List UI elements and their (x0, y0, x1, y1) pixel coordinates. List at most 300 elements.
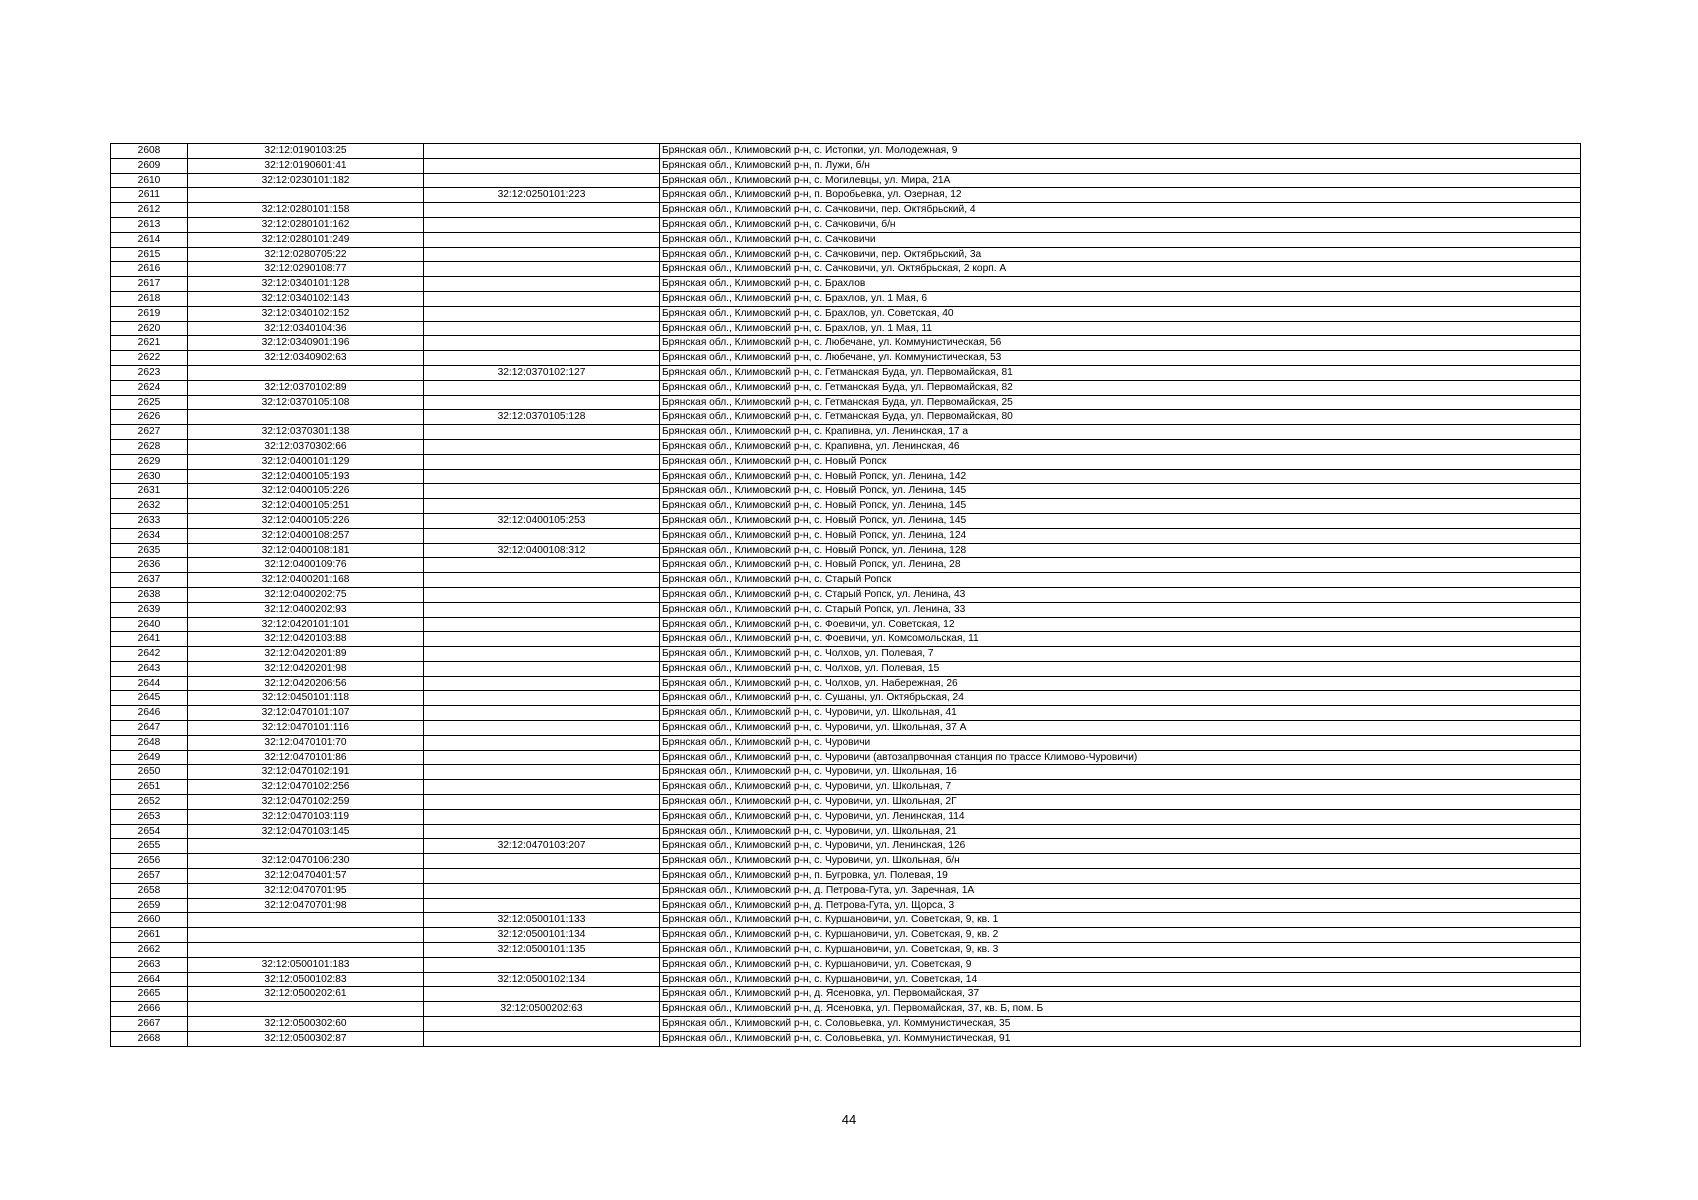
table-row (111, 499, 1581, 514)
cadastral-number-cell: 32:12:0400201:168 (188, 573, 424, 588)
cadastral-number-cell: 32:12:0500302:87 (188, 1031, 424, 1046)
address-cell: Брянская обл., Климовский р-н, с. Гетманская Буда, ул. Первомайская, 81 (660, 365, 1581, 380)
address-cell: Брянская обл., Климовский р-н, с. Старый Ропск (660, 573, 1581, 588)
row-number-cell: 2652 (111, 795, 188, 810)
cadastral-number-cell (188, 928, 424, 943)
address-cell: Брянская обл., Климовский р-н, с. Чуровичи, ул. Школьная, 21 (660, 824, 1581, 839)
table-row (111, 676, 1581, 691)
row-number-cell: 2657 (111, 869, 188, 884)
table-row (111, 217, 1581, 232)
cadastral-number-cell: 32:12:0470101:70 (188, 735, 424, 750)
address-cell: Брянская обл., Климовский р-н, с. Истопки, ул. Молодежная, 9 (660, 144, 1581, 159)
related-cadastral-number-cell (424, 484, 660, 499)
related-cadastral-number-cell (424, 957, 660, 972)
cadastral-number-cell: 32:12:0450101:118 (188, 691, 424, 706)
cadastral-number-cell: 32:12:0470102:259 (188, 795, 424, 810)
cadastral-number-cell: 32:12:0420101:101 (188, 617, 424, 632)
related-cadastral-number-cell (424, 173, 660, 188)
address-cell: Брянская обл., Климовский р-н, с. Старый Ропск, ул. Ленина, 43 (660, 587, 1581, 602)
related-cadastral-number-cell (424, 602, 660, 617)
cadastral-number-cell: 32:12:0290108:77 (188, 262, 424, 277)
cadastral-number-cell: 32:12:0400109:76 (188, 558, 424, 573)
row-number-cell: 2661 (111, 928, 188, 943)
row-number-cell: 2627 (111, 425, 188, 440)
cadastral-number-cell: 32:12:0400202:93 (188, 602, 424, 617)
address-cell: Брянская обл., Климовский р-н, с. Чолхов, ул. Полевая, 15 (660, 661, 1581, 676)
table-row (111, 513, 1581, 528)
address-cell: Брянская обл., Климовский р-н, с. Чуровичи, ул. Ленинская, 126 (660, 839, 1581, 854)
related-cadastral-number-cell: 32:12:0370105:128 (424, 410, 660, 425)
table-row (111, 824, 1581, 839)
row-number-cell: 2618 (111, 291, 188, 306)
related-cadastral-number-cell: 32:12:0500101:134 (424, 928, 660, 943)
address-cell: Брянская обл., Климовский р-н, с. Чуровичи, ул. Школьная, б/н (660, 854, 1581, 869)
address-cell: Брянская обл., Климовский р-н, д. Петрова-Гута, ул. Заречная, 1А (660, 883, 1581, 898)
cadastral-number-cell: 32:12:0340104:36 (188, 321, 424, 336)
table-row (111, 425, 1581, 440)
table-row (111, 395, 1581, 410)
related-cadastral-number-cell (424, 158, 660, 173)
related-cadastral-number-cell: 32:12:0500102:134 (424, 972, 660, 987)
cadastral-number-cell: 32:12:0470401:57 (188, 869, 424, 884)
table-row (111, 869, 1581, 884)
address-cell: Брянская обл., Климовский р-н, с. Сачковичи (660, 232, 1581, 247)
table-row (111, 913, 1581, 928)
related-cadastral-number-cell (424, 203, 660, 218)
related-cadastral-number-cell (424, 795, 660, 810)
row-number-cell: 2653 (111, 809, 188, 824)
row-number-cell: 2658 (111, 883, 188, 898)
table-row (111, 247, 1581, 262)
row-number-cell: 2637 (111, 573, 188, 588)
table-row (111, 543, 1581, 558)
cadastral-number-cell: 32:12:0500302:60 (188, 1017, 424, 1032)
table-row (111, 469, 1581, 484)
table-row (111, 1002, 1581, 1017)
related-cadastral-number-cell (424, 765, 660, 780)
table-row (111, 883, 1581, 898)
related-cadastral-number-cell: 32:12:0470103:207 (424, 839, 660, 854)
table-row (111, 306, 1581, 321)
address-cell: Брянская обл., Климовский р-н, с. Новый Ропск, ул. Ленина, 145 (660, 484, 1581, 499)
row-number-cell: 2621 (111, 336, 188, 351)
row-number-cell: 2651 (111, 780, 188, 795)
row-number-cell: 2626 (111, 410, 188, 425)
row-number-cell: 2638 (111, 587, 188, 602)
address-cell: Брянская обл., Климовский р-н, п. Воробьевка, ул. Озерная, 12 (660, 188, 1581, 203)
cadastral-number-cell: 32:12:0280705:22 (188, 247, 424, 262)
related-cadastral-number-cell (424, 454, 660, 469)
related-cadastral-number-cell (424, 247, 660, 262)
table-row (111, 706, 1581, 721)
related-cadastral-number-cell (424, 883, 660, 898)
row-number-cell: 2649 (111, 750, 188, 765)
address-cell: Брянская обл., Климовский р-н, с. Брахлов, ул. 1 Мая, 11 (660, 321, 1581, 336)
address-cell: Брянская обл., Климовский р-н, п. Лужи, б/н (660, 158, 1581, 173)
row-number-cell: 2633 (111, 513, 188, 528)
cadastral-number-cell: 32:12:0470103:145 (188, 824, 424, 839)
cadastral-number-cell: 32:12:0400108:181 (188, 543, 424, 558)
related-cadastral-number-cell (424, 277, 660, 292)
table-row (111, 928, 1581, 943)
row-number-cell: 2634 (111, 528, 188, 543)
table-row (111, 1017, 1581, 1032)
row-number-cell: 2666 (111, 1002, 188, 1017)
table-row (111, 232, 1581, 247)
cadastral-number-cell (188, 365, 424, 380)
related-cadastral-number-cell (424, 469, 660, 484)
row-number-cell: 2624 (111, 380, 188, 395)
row-number-cell: 2639 (111, 602, 188, 617)
address-cell: Брянская обл., Климовский р-н, с. Соловьевка, ул. Коммунистическая, 35 (660, 1017, 1581, 1032)
cadastral-number-cell: 32:12:0420206:56 (188, 676, 424, 691)
cadastral-number-cell: 32:12:0340901:196 (188, 336, 424, 351)
related-cadastral-number-cell (424, 869, 660, 884)
address-cell: Брянская обл., Климовский р-н, с. Брахлов (660, 277, 1581, 292)
cadastral-number-cell: 32:12:0280101:162 (188, 217, 424, 232)
row-number-cell: 2614 (111, 232, 188, 247)
address-cell: Брянская обл., Климовский р-н, с. Брахлов, ул. Советская, 40 (660, 306, 1581, 321)
address-cell: Брянская обл., Климовский р-н, с. Чуровичи, ул. Школьная, 41 (660, 706, 1581, 721)
cadastral-number-cell: 32:12:0400105:226 (188, 484, 424, 499)
row-number-cell: 2647 (111, 721, 188, 736)
table-row (111, 573, 1581, 588)
address-cell: Брянская обл., Климовский р-н, с. Крапивна, ул. Ленинская, 46 (660, 439, 1581, 454)
table-row (111, 661, 1581, 676)
related-cadastral-number-cell (424, 351, 660, 366)
row-number-cell: 2610 (111, 173, 188, 188)
address-cell: Брянская обл., Климовский р-н, с. Новый Ропск, ул. Ленина, 128 (660, 543, 1581, 558)
cadastral-registry-table (110, 143, 1581, 1047)
table-row (111, 558, 1581, 573)
address-cell: Брянская обл., Климовский р-н, д. Петрова-Гута, ул. Щорса, 3 (660, 898, 1581, 913)
cadastral-number-cell: 32:12:0500202:61 (188, 987, 424, 1002)
table-row (111, 439, 1581, 454)
row-number-cell: 2667 (111, 1017, 188, 1032)
related-cadastral-number-cell (424, 617, 660, 632)
address-cell: Брянская обл., Климовский р-н, с. Новый Ропск, ул. Ленина, 145 (660, 499, 1581, 514)
row-number-cell: 2662 (111, 943, 188, 958)
row-number-cell: 2619 (111, 306, 188, 321)
table-row (111, 410, 1581, 425)
row-number-cell: 2659 (111, 898, 188, 913)
address-cell: Брянская обл., Климовский р-н, с. Старый Ропск, ул. Ленина, 33 (660, 602, 1581, 617)
related-cadastral-number-cell (424, 232, 660, 247)
cadastral-number-cell: 32:12:0470103:119 (188, 809, 424, 824)
related-cadastral-number-cell (424, 632, 660, 647)
table-row (111, 721, 1581, 736)
table-row (111, 943, 1581, 958)
row-number-cell: 2620 (111, 321, 188, 336)
row-number-cell: 2650 (111, 765, 188, 780)
cadastral-number-cell: 32:12:0470102:191 (188, 765, 424, 780)
cadastral-number-cell: 32:12:0400105:226 (188, 513, 424, 528)
address-cell: Брянская обл., Климовский р-н, с. Новый Ропск, ул. Ленина, 124 (660, 528, 1581, 543)
cadastral-number-cell: 32:12:0340102:152 (188, 306, 424, 321)
address-cell: Брянская обл., Климовский р-н, с. Сачковичи, б/н (660, 217, 1581, 232)
cadastral-number-cell: 32:12:0340902:63 (188, 351, 424, 366)
row-number-cell: 2640 (111, 617, 188, 632)
row-number-cell: 2625 (111, 395, 188, 410)
cadastral-number-cell: 32:12:0400101:129 (188, 454, 424, 469)
table-row (111, 291, 1581, 306)
table-row (111, 454, 1581, 469)
row-number-cell: 2654 (111, 824, 188, 839)
cadastral-number-cell: 32:12:0470101:116 (188, 721, 424, 736)
address-cell: Брянская обл., Климовский р-н, с. Брахлов, ул. 1 Мая, 6 (660, 291, 1581, 306)
row-number-cell: 2645 (111, 691, 188, 706)
table-row (111, 765, 1581, 780)
table-row (111, 203, 1581, 218)
address-cell: Брянская обл., Климовский р-н, с. Куршановичи, ул. Советская, 9 (660, 957, 1581, 972)
cadastral-number-cell: 32:12:0400108:257 (188, 528, 424, 543)
cadastral-number-cell: 32:12:0420201:89 (188, 647, 424, 662)
table-row (111, 336, 1581, 351)
row-number-cell: 2641 (111, 632, 188, 647)
address-cell: Брянская обл., Климовский р-н, с. Крапивна, ул. Ленинская, 17 а (660, 425, 1581, 440)
table-row (111, 987, 1581, 1002)
cadastral-number-cell: 32:12:0190601:41 (188, 158, 424, 173)
address-cell: Брянская обл., Климовский р-н, с. Фоевичи, ул. Комсомольская, 11 (660, 632, 1581, 647)
related-cadastral-number-cell (424, 425, 660, 440)
address-cell: Брянская обл., Климовский р-н, с. Чуровичи, ул. Школьная, 37 А (660, 721, 1581, 736)
table-row (111, 632, 1581, 647)
row-number-cell: 2612 (111, 203, 188, 218)
cadastral-number-cell: 32:12:0370302:66 (188, 439, 424, 454)
cadastral-number-cell: 32:12:0470101:107 (188, 706, 424, 721)
related-cadastral-number-cell (424, 587, 660, 602)
address-cell: Брянская обл., Климовский р-н, с. Гетманская Буда, ул. Первомайская, 25 (660, 395, 1581, 410)
address-cell: Брянская обл., Климовский р-н, с. Куршановичи, ул. Советская, 9, кв. 3 (660, 943, 1581, 958)
cadastral-number-cell: 32:12:0280101:158 (188, 203, 424, 218)
cadastral-number-cell: 32:12:0400105:251 (188, 499, 424, 514)
cadastral-number-cell (188, 1002, 424, 1017)
related-cadastral-number-cell (424, 647, 660, 662)
cadastral-number-cell (188, 839, 424, 854)
table-row (111, 898, 1581, 913)
address-cell: Брянская обл., Климовский р-н, д. Ясеновка, ул. Первомайская, 37, кв. Б, пом. Б (660, 1002, 1581, 1017)
cadastral-number-cell: 32:12:0500102:83 (188, 972, 424, 987)
address-cell: Брянская обл., Климовский р-н, с. Сачковичи, пер. Октябрьский, 3а (660, 247, 1581, 262)
table-row (111, 188, 1581, 203)
row-number-cell: 2635 (111, 543, 188, 558)
related-cadastral-number-cell (424, 306, 660, 321)
row-number-cell: 2629 (111, 454, 188, 469)
cadastral-number-cell: 32:12:0470102:256 (188, 780, 424, 795)
cadastral-number-cell: 32:12:0370102:89 (188, 380, 424, 395)
related-cadastral-number-cell (424, 262, 660, 277)
cadastral-number-cell: 32:12:0340102:143 (188, 291, 424, 306)
related-cadastral-number-cell (424, 691, 660, 706)
related-cadastral-number-cell (424, 380, 660, 395)
row-number-cell: 2664 (111, 972, 188, 987)
row-number-cell: 2613 (111, 217, 188, 232)
address-cell: Брянская обл., Климовский р-н, с. Чуровичи, ул. Школьная, 2Г (660, 795, 1581, 810)
address-cell: Брянская обл., Климовский р-н, с. Могилевцы, ул. Мира, 21А (660, 173, 1581, 188)
table-row (111, 484, 1581, 499)
related-cadastral-number-cell (424, 291, 660, 306)
table-row (111, 173, 1581, 188)
related-cadastral-number-cell (424, 854, 660, 869)
table-row (111, 972, 1581, 987)
related-cadastral-number-cell (424, 1031, 660, 1046)
row-number-cell: 2622 (111, 351, 188, 366)
related-cadastral-number-cell (424, 217, 660, 232)
row-number-cell: 2643 (111, 661, 188, 676)
cadastral-number-cell: 32:12:0190103:25 (188, 144, 424, 159)
address-cell: Брянская обл., Климовский р-н, с. Чолхов, ул. Набережная, 26 (660, 676, 1581, 691)
related-cadastral-number-cell: 32:12:0370102:127 (424, 365, 660, 380)
row-number-cell: 2646 (111, 706, 188, 721)
cadastral-number-cell (188, 188, 424, 203)
related-cadastral-number-cell (424, 735, 660, 750)
row-number-cell: 2617 (111, 277, 188, 292)
table-row (111, 735, 1581, 750)
address-cell: Брянская обл., Климовский р-н, с. Куршановичи, ул. Советская, 9, кв. 1 (660, 913, 1581, 928)
address-cell: Брянская обл., Климовский р-н, с. Чолхов, ул. Полевая, 7 (660, 647, 1581, 662)
row-number-cell: 2648 (111, 735, 188, 750)
cadastral-number-cell (188, 410, 424, 425)
related-cadastral-number-cell (424, 706, 660, 721)
related-cadastral-number-cell (424, 1017, 660, 1032)
address-cell: Брянская обл., Климовский р-н, с. Куршановичи, ул. Советская, 14 (660, 972, 1581, 987)
address-cell: Брянская обл., Климовский р-н, п. Бугровка, ул. Полевая, 19 (660, 869, 1581, 884)
table-row (111, 957, 1581, 972)
cadastral-number-cell (188, 913, 424, 928)
related-cadastral-number-cell (424, 780, 660, 795)
cadastral-number-cell: 32:12:0470101:86 (188, 750, 424, 765)
table-row (111, 647, 1581, 662)
row-number-cell: 2615 (111, 247, 188, 262)
related-cadastral-number-cell: 32:12:0400108:312 (424, 543, 660, 558)
table-row (111, 839, 1581, 854)
table-row (111, 691, 1581, 706)
cadastral-number-cell: 32:12:0500101:183 (188, 957, 424, 972)
row-number-cell: 2656 (111, 854, 188, 869)
cadastral-number-cell: 32:12:0340101:128 (188, 277, 424, 292)
table-row (111, 158, 1581, 173)
related-cadastral-number-cell (424, 499, 660, 514)
row-number-cell: 2611 (111, 188, 188, 203)
address-cell: Брянская обл., Климовский р-н, с. Сачковичи, пер. Октябрьский, 4 (660, 203, 1581, 218)
address-cell: Брянская обл., Климовский р-н, с. Новый Ропск, ул. Ленина, 28 (660, 558, 1581, 573)
cadastral-number-cell: 32:12:0470701:98 (188, 898, 424, 913)
cadastral-number-cell: 32:12:0370105:108 (188, 395, 424, 410)
related-cadastral-number-cell (424, 439, 660, 454)
row-number-cell: 2655 (111, 839, 188, 854)
related-cadastral-number-cell: 32:12:0400105:253 (424, 513, 660, 528)
row-number-cell: 2608 (111, 144, 188, 159)
related-cadastral-number-cell (424, 144, 660, 159)
related-cadastral-number-cell (424, 809, 660, 824)
related-cadastral-number-cell (424, 721, 660, 736)
table-row (111, 587, 1581, 602)
address-cell: Брянская обл., Климовский р-н, с. Новый Ропск, ул. Ленина, 145 (660, 513, 1581, 528)
address-cell: Брянская обл., Климовский р-н, с. Новый Ропск (660, 454, 1581, 469)
row-number-cell: 2631 (111, 484, 188, 499)
table-row (111, 795, 1581, 810)
related-cadastral-number-cell (424, 573, 660, 588)
related-cadastral-number-cell (424, 321, 660, 336)
related-cadastral-number-cell (424, 661, 660, 676)
cadastral-number-cell: 32:12:0470701:95 (188, 883, 424, 898)
address-cell: Брянская обл., Климовский р-н, с. Фоевичи, ул. Советская, 12 (660, 617, 1581, 632)
address-cell: Брянская обл., Климовский р-н, с. Новый Ропск, ул. Ленина, 142 (660, 469, 1581, 484)
related-cadastral-number-cell: 32:12:0500101:133 (424, 913, 660, 928)
address-cell: Брянская обл., Климовский р-н, с. Чуровичи (660, 735, 1581, 750)
address-cell: Брянская обл., Климовский р-н, с. Сушаны, ул. Октябрьская, 24 (660, 691, 1581, 706)
cadastral-number-cell: 32:12:0230101:182 (188, 173, 424, 188)
related-cadastral-number-cell: 32:12:0500101:135 (424, 943, 660, 958)
table-row (111, 380, 1581, 395)
related-cadastral-number-cell (424, 987, 660, 1002)
table-row (111, 750, 1581, 765)
address-cell: Брянская обл., Климовский р-н, с. Чуровичи, ул. Школьная, 16 (660, 765, 1581, 780)
row-number-cell: 2642 (111, 647, 188, 662)
row-number-cell: 2628 (111, 439, 188, 454)
cadastral-number-cell: 32:12:0400202:75 (188, 587, 424, 602)
address-cell: Брянская обл., Климовский р-н, с. Соловьевка, ул. Коммунистическая, 91 (660, 1031, 1581, 1046)
table-row (111, 602, 1581, 617)
row-number-cell: 2663 (111, 957, 188, 972)
row-number-cell: 2632 (111, 499, 188, 514)
cadastral-number-cell (188, 943, 424, 958)
related-cadastral-number-cell: 32:12:0500202:63 (424, 1002, 660, 1017)
related-cadastral-number-cell (424, 676, 660, 691)
registry-table-body (111, 144, 1581, 1047)
row-number-cell: 2665 (111, 987, 188, 1002)
cadastral-number-cell: 32:12:0370301:138 (188, 425, 424, 440)
related-cadastral-number-cell (424, 336, 660, 351)
address-cell: Брянская обл., Климовский р-н, с. Сачковичи, ул. Октябрьская, 2 корп. А (660, 262, 1581, 277)
table-row (111, 262, 1581, 277)
address-cell: Брянская обл., Климовский р-н, с. Любечане, ул. Коммунистическая, 53 (660, 351, 1581, 366)
page-number: 44 (841, 1112, 857, 1127)
table-row (111, 528, 1581, 543)
table-row (111, 1031, 1581, 1046)
cadastral-number-cell: 32:12:0280101:249 (188, 232, 424, 247)
table-row (111, 617, 1581, 632)
address-cell: Брянская обл., Климовский р-н, с. Куршановичи, ул. Советская, 9, кв. 2 (660, 928, 1581, 943)
row-number-cell: 2636 (111, 558, 188, 573)
address-cell: Брянская обл., Климовский р-н, с. Чуровичи, ул. Ленинская, 114 (660, 809, 1581, 824)
related-cadastral-number-cell (424, 898, 660, 913)
address-cell: Брянская обл., Климовский р-н, с. Чуровичи, ул. Школьная, 7 (660, 780, 1581, 795)
related-cadastral-number-cell (424, 528, 660, 543)
related-cadastral-number-cell: 32:12:0250101:223 (424, 188, 660, 203)
table-row (111, 365, 1581, 380)
address-cell: Брянская обл., Климовский р-н, с. Гетманская Буда, ул. Первомайская, 80 (660, 410, 1581, 425)
table-row (111, 780, 1581, 795)
related-cadastral-number-cell (424, 750, 660, 765)
related-cadastral-number-cell (424, 558, 660, 573)
table-row (111, 144, 1581, 159)
table-row (111, 321, 1581, 336)
address-cell: Брянская обл., Климовский р-н, с. Гетманская Буда, ул. Первомайская, 82 (660, 380, 1581, 395)
row-number-cell: 2668 (111, 1031, 188, 1046)
cadastral-number-cell: 32:12:0400105:193 (188, 469, 424, 484)
related-cadastral-number-cell (424, 395, 660, 410)
row-number-cell: 2623 (111, 365, 188, 380)
table-row (111, 277, 1581, 292)
table-row (111, 809, 1581, 824)
table-row (111, 854, 1581, 869)
cadastral-number-cell: 32:12:0420103:88 (188, 632, 424, 647)
address-cell: Брянская обл., Климовский р-н, с. Чуровичи (автозапрвочная станция по трассе Климово-Чуровичи) (660, 750, 1581, 765)
row-number-cell: 2660 (111, 913, 188, 928)
address-cell: Брянская обл., Климовский р-н, с. Любечане, ул. Коммунистическая, 56 (660, 336, 1581, 351)
cadastral-number-cell: 32:12:0470106:230 (188, 854, 424, 869)
